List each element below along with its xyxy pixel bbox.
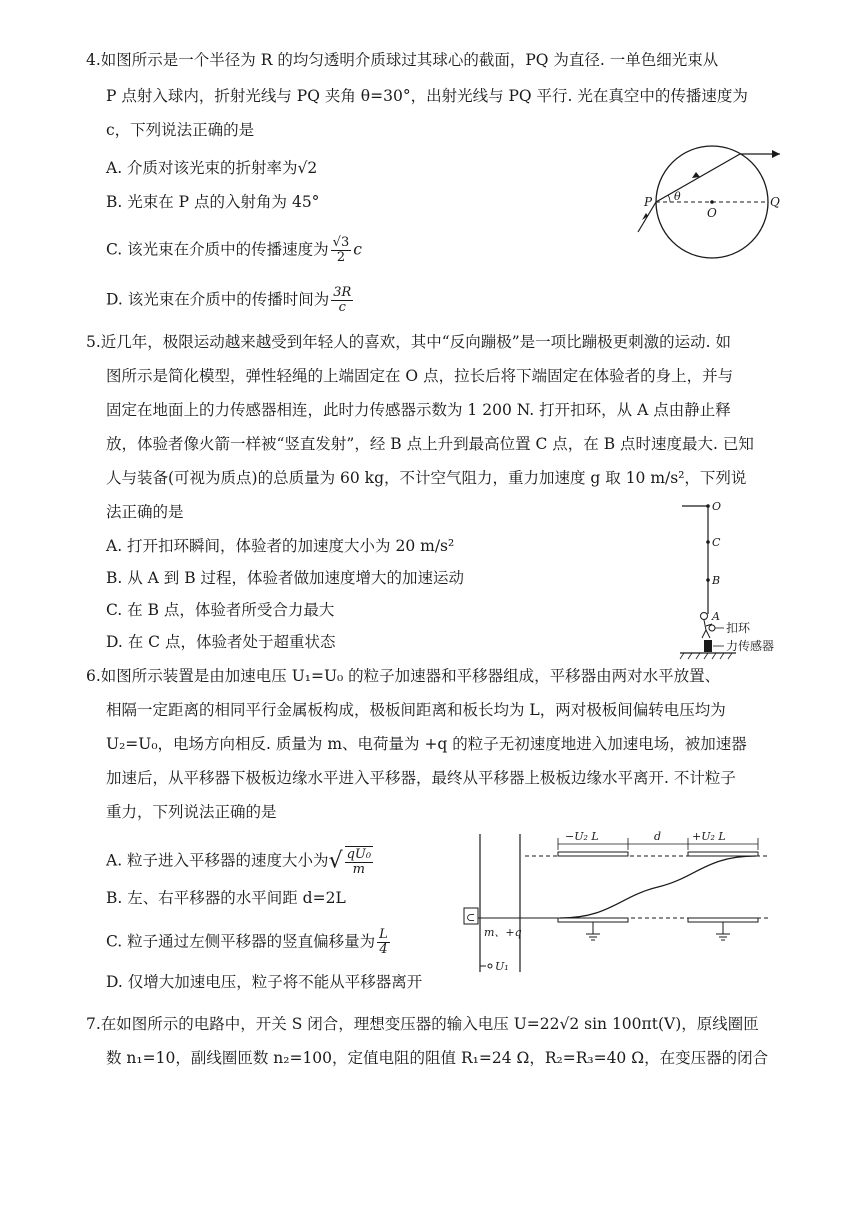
q6-option-a-fraction: [345, 846, 374, 877]
q6-option-b: B. 左、右平移器的水平间距 d=2L: [106, 889, 346, 907]
label-c: C: [712, 536, 721, 549]
q6-option-a: [106, 846, 375, 877]
right-plate-label: +U₂ L: [692, 830, 726, 843]
q4-line-3: c，下列说法正确的是: [106, 121, 255, 139]
q6-line-1: 6.如图所示装置是由加速电压 U₁=U₀ 的粒子加速器和平移器组成，平移器由两对水平放置、: [86, 667, 721, 685]
u1-label: U₁: [495, 960, 509, 973]
point-c: [706, 540, 710, 544]
left-plate-label: −U₂ L: [565, 830, 599, 843]
q5-option-c: C. 在 B 点，体验者所受合力最大: [106, 601, 335, 619]
right-upper-plate: [688, 852, 758, 856]
q6-line-5: 重力，下列说法正确的是: [106, 803, 277, 821]
u1-terminal: [488, 964, 492, 968]
q6-option-c-denominator: 4: [379, 942, 388, 957]
q4-sphere-figure: [630, 140, 790, 260]
q4-option-d-denominator: c: [338, 300, 346, 315]
label-b: B: [712, 574, 721, 587]
label-o: O: [712, 500, 722, 513]
q5-option-d: D. 在 C 点，体验者处于超重状态: [106, 633, 336, 651]
point-b: [706, 578, 710, 582]
q5-line-4: 放，体验者像火箭一样被“竖直发射”，经 B 点上升到最高位置 C 点，在 B 点时速度最大. 已知: [106, 435, 754, 453]
q4-option-d-text: D. 该光束在介质中的传播时间为: [106, 290, 330, 309]
q4-option-c-denominator: 2: [336, 250, 346, 265]
q4-option-a: A. 介质对该光束的折射率为√2: [106, 159, 318, 177]
q6-option-c: [106, 928, 392, 957]
q4-option-c-numerator: √3: [332, 235, 350, 250]
ground-hatch: [680, 653, 732, 659]
q6-option-c-numerator: L: [379, 927, 388, 942]
exit-arrow: [772, 150, 780, 158]
center-dot: [710, 200, 714, 204]
q7-line-1: 7.在如图所示的电路中，开关 S 闭合，理想变压器的输入电压 U=22√2 sin 100πt(V)，原线圈匝: [86, 1015, 759, 1033]
label-o: O: [707, 206, 717, 220]
q5-line-3: 固定在地面上的力传感器相连，此时力传感器示数为 1 200 N. 打开扣环，从 A 点由静止释: [106, 401, 731, 419]
q5-bungee-figure: [676, 496, 806, 666]
left-upper-plate: [558, 852, 628, 856]
q6-shifter-figure: [460, 826, 780, 976]
q6-line-3: U₂=U₀，电场方向相反. 质量为 m、电荷量为 +q 的粒子无初速度地进入加速电场，被加速器: [106, 735, 747, 753]
label-q: Q: [770, 195, 780, 209]
gap-label: d: [654, 830, 662, 843]
q4-option-c-text: C. 该光束在介质中的传播速度为: [106, 240, 329, 259]
theta-arc: [668, 195, 670, 202]
q4-option-c-tail: c: [353, 240, 362, 259]
ground-symbol-left: [586, 922, 600, 940]
q5-line-2: 图所示是简化模型，弹性轻绳的上端固定在 O 点，拉长后将下端固定在体验者的身上，并与: [106, 367, 734, 385]
q6-line-2: 相隔一定距离的相同平行金属板构成，极板间距离和板长均为 L，两对极板间偏转电压均为: [106, 701, 726, 719]
ground-symbol-right: [716, 922, 730, 940]
label-a: A: [712, 610, 720, 623]
force-sensor: [704, 640, 712, 652]
label-theta: θ: [674, 190, 681, 203]
particle-trajectory: [560, 856, 756, 918]
q6-option-a-numerator: qU₀: [346, 847, 372, 862]
refracted-ray: [656, 154, 740, 202]
left-lower-plate: [558, 918, 628, 922]
q5-option-b: B. 从 A 到 B 过程，体验者做加速度增大的加速运动: [106, 569, 465, 587]
q5-option-a: A. 打开扣环瞬间，体验者的加速度大小为 20 m/s²: [106, 537, 455, 555]
q4-line-1: 4.如图所示是一个半径为 R 的均匀透明介质球过其球心的截面，PQ 为直径. 一单色细光束从: [86, 51, 719, 69]
label-p: P: [644, 195, 653, 209]
q4-option-d-fraction: [331, 286, 353, 315]
q6-line-4: 加速后，从平移器下极板边缘水平进入平移器，最终从平移器上极板边缘水平离开. 不计粒子: [106, 769, 736, 787]
point-o: [706, 504, 710, 508]
q5-line-6: 法正确的是: [106, 503, 184, 521]
q7-line-2: 数 n₁=10，副线圈匝数 n₂=100，定值电阻的阻值 R₁=24 Ω，R₂=R₃=40 Ω，在变压器的闭合: [106, 1049, 769, 1067]
q6-option-a-text: A. 粒子进入平移器的速度大小为: [106, 851, 329, 870]
q4-option-d: [106, 286, 355, 315]
q6-option-c-text: C. 粒子通过左侧平移器的竖直偏移量为: [106, 932, 376, 951]
q6-option-d: D. 仅增大加速电压，粒子将不能从平移器离开: [106, 973, 423, 991]
label-sensor: 力传感器: [726, 639, 775, 653]
q4-option-b: B. 光束在 P 点的入射角为 45°: [106, 193, 320, 211]
q5-line-1: 5.近几年，极限运动越来越受到年轻人的喜欢，其中“反向蹦极”是一项比蹦极更刺激的运动. 如: [86, 333, 731, 351]
right-lower-plate: [688, 918, 758, 922]
incident-arrow: [642, 213, 648, 220]
q5-line-5: 人与装备(可视为质点)的总质量为 60 kg，不计空气阻力，重力加速度 g 取 10 m/s²，下列说: [106, 469, 747, 487]
q4-option-c: [106, 236, 362, 265]
refracted-arrow: [692, 172, 700, 178]
label-buckle: 扣环: [726, 621, 751, 635]
q4-option-d-numerator: 3R: [333, 285, 352, 300]
q6-option-c-fraction: [377, 928, 390, 957]
particle-label: m、+q: [484, 926, 522, 939]
q6-option-a-denominator: m: [352, 862, 365, 877]
q4-option-c-fraction: [331, 236, 352, 265]
u1-wire: [480, 966, 486, 972]
source-glyph: ⊂: [466, 911, 476, 924]
q4-line-2: P 点射入球内，折射光线与 PQ 夹角 θ=30°，出射光线与 PQ 平行. 光在真空中的传播速度为: [106, 87, 748, 105]
sqrt-sign: √: [328, 848, 343, 874]
